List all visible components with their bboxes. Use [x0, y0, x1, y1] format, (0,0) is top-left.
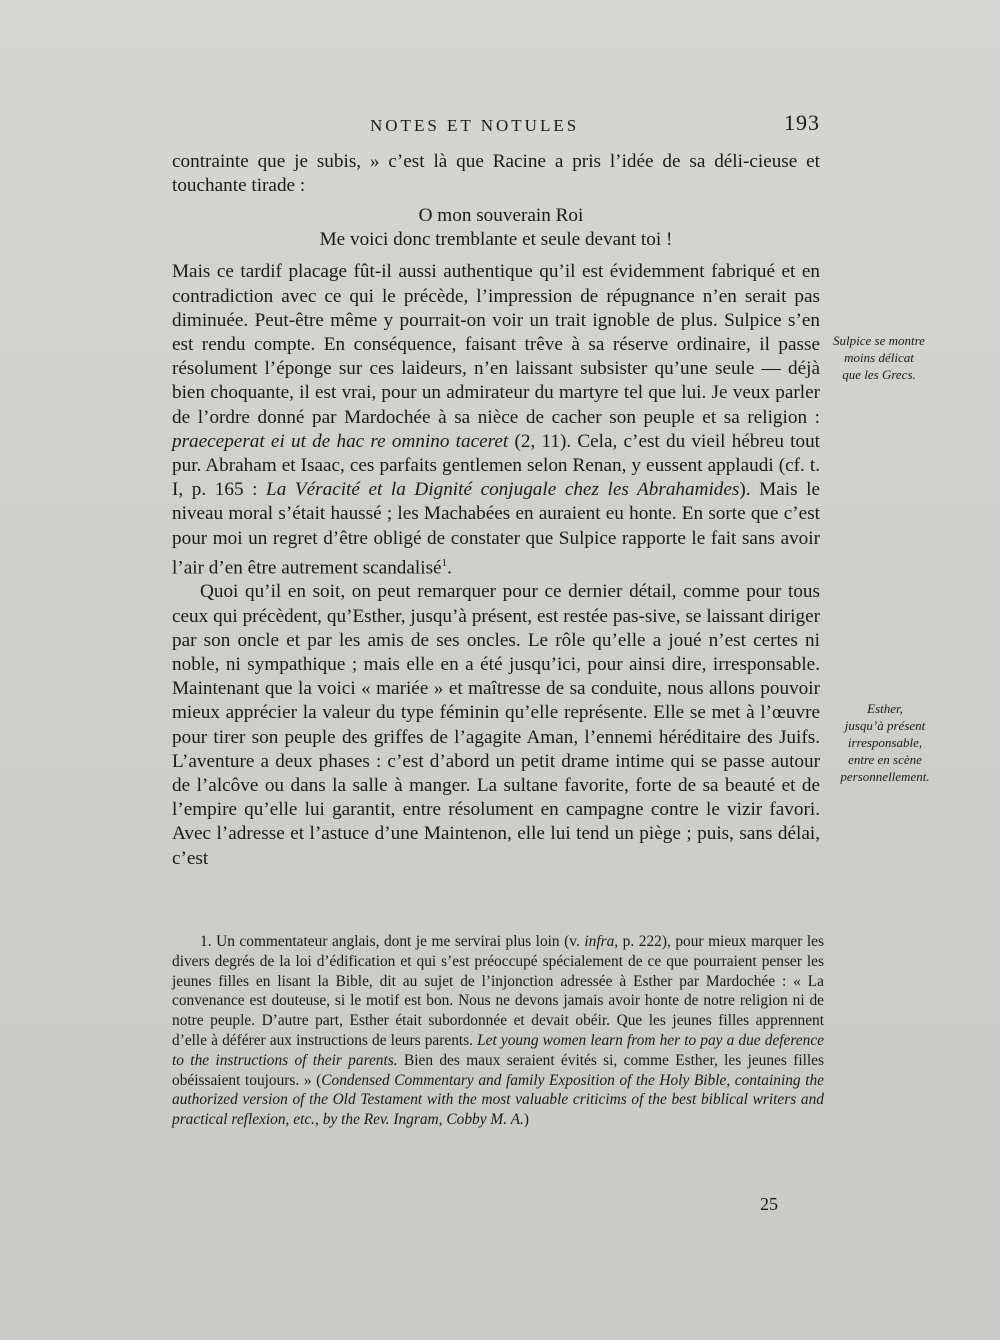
paragraph-2: Quoi qu’il en soit, on peut remarquer pour ce dernier détail, comme pour tous ceux qui précèdent, qu’Esther, jusqu’à présent, est restée pas-sive, se laissant diriger par son oncle et par les amis de ses oncles. Le rôle qu’elle a joué n’est certes ni noble, ni sympathique ; mais elle en a été jusqu’ici, pour ainsi dire, irresponsable. Maintenant que la voici « mariée » et maîtresse de sa conduite, nous allons pouvoir mieux apprécier la valeur du type féminin qu’elle représente. Elle se met à l’œuvre pour tirer son peuple des griffes de l’agagite Aman, l’ennemi héréditaire des Juifs. L’aventure a deux phases : c’est d’abord un petit drame intime qui se passe autour de l’alcôve ou dans la salle à manger. La sultane favorite, forte de sa beauté et de l’empire qu’elle lui garantit, entre résolument en campagne contre le vizir favori. Avec l’adresse et l’astuce d’une Maintenon, elle lui tend un piège ; puis, sans délai, c’est: [172, 581, 820, 869]
infra-word: infra: [584, 933, 615, 950]
source-title: Condensed Commentary and family Exposition of the Holy Bible, containing the authorized version of the Old Testament with the most valuable criticims of the best biblical writers and practical reflexion, etc., by the Rev. Ingram, Cobby M. A.: [172, 1071, 824, 1129]
footnote-text-b: , p. 222), pour mieux marquer les divers degrés de la loi d’édification et qui s’est préoccupé spécialement de ce que pourraient penser les jeunes filles en lisant la Bible, dit au sujet de l’injonction adressée à Esther par Mardochée : « La convenance est douteuse, si le motif est bon. Nous ne devons jamais avoir honte de notre religion ni de notre peuple. D’autre part, Esther était subordonnée et devait obéir. Que les jeunes filles apprennent d’elle à déférer aux instructions de leurs parents.: [172, 933, 824, 1049]
running-title: NOTES ET NOTULES: [370, 116, 580, 135]
footnote-text-a: 1. Un commentateur anglais, dont je me servirai plus loin (v.: [200, 933, 585, 950]
margin-note-line: jusqu’à présent: [844, 718, 926, 733]
footnote-text: [172, 932, 824, 1130]
verse-line-1: O mon souverain Roi: [418, 205, 584, 227]
margin-note-line: Sulpice se montre: [833, 333, 925, 348]
english-quote: Let young women learn from her to pay a due deference to the instructions of their parents.: [172, 1031, 824, 1069]
margin-note-sulpice: [814, 332, 944, 383]
running-header: [370, 110, 820, 136]
footnote-marker: 1: [441, 556, 448, 569]
margin-note-line: personnellement.: [840, 769, 930, 784]
main-text: [172, 150, 820, 871]
cross-reference-title: La Véracité et la Dignité conjugale chez les Abrahamides: [266, 479, 740, 501]
margin-note-line: irresponsable,: [847, 735, 923, 750]
margin-note-line: moins délicat: [844, 350, 914, 365]
footnote-text-d: ): [523, 1111, 530, 1129]
verse-quote: [172, 204, 820, 252]
page-number: 193: [784, 110, 820, 135]
footnote: [172, 932, 824, 1130]
signature-mark: 25: [760, 1194, 778, 1214]
latin-quote: praeceperat ei ut de hac re omnino taceret: [172, 430, 509, 452]
paragraph-1-end: .: [447, 557, 452, 579]
footnote-text-c: Bien des maux seraient évités si, comme Esther, les jeunes filles obéissaient toujours. » (: [172, 1051, 824, 1089]
paragraph-1-text-c: ). Mais le niveau moral s’était haussé ; les Machabées en auraient eu honte. En sorte que c’est pour moi un regret d’être obligé de constater que Sulpice rapporte le fait sans avoir l’air d’en être autrement scandalisé: [172, 479, 820, 579]
margin-note-line: entre en scène: [848, 752, 922, 767]
paragraph-1-text-b: (2, 11). Cela, c’est du vieil hébreu tout pur. Abraham et Isaac, ces parfaits gentlemen selon Renan, y eussent applaudi (cf. t. I, p. 165 :: [172, 430, 820, 501]
verse-line-2: Me voici donc tremblante et seule devant toi !: [319, 229, 673, 251]
margin-note-esther: [820, 700, 950, 785]
margin-note-line: que les Grecs.: [842, 367, 916, 382]
paragraph-1-text-a: Mais ce tardif placage fût-il aussi authentique qu’il est évidemment fabriqué et en contradiction avec ce qui le précède, l’impression de répugnance n’en serait pas diminuée. Peut-être même y pourrait-on voir un trait ignoble de plus. Sulpice s’en est rendu compte. En conséquence, faisant trêve à sa réserve ordinaire, il passe résolument l’éponge sur ces laideurs, n’en laissant subsister qu’une seule — déjà bien choquante, il est vrai, pour un admirateur du martyre tel que lui. Je veux parler de l’ordre donné par Mardochée à sa nièce de cacher son peuple et sa religion :: [172, 261, 820, 428]
margin-note-line: Esther,: [867, 701, 903, 716]
paragraph-1: [172, 260, 820, 580]
intro-paragraph: contrainte que je subis, » c’est là que Racine a pris l’idée de sa déli-cieuse et touchante tirade :: [172, 151, 820, 197]
